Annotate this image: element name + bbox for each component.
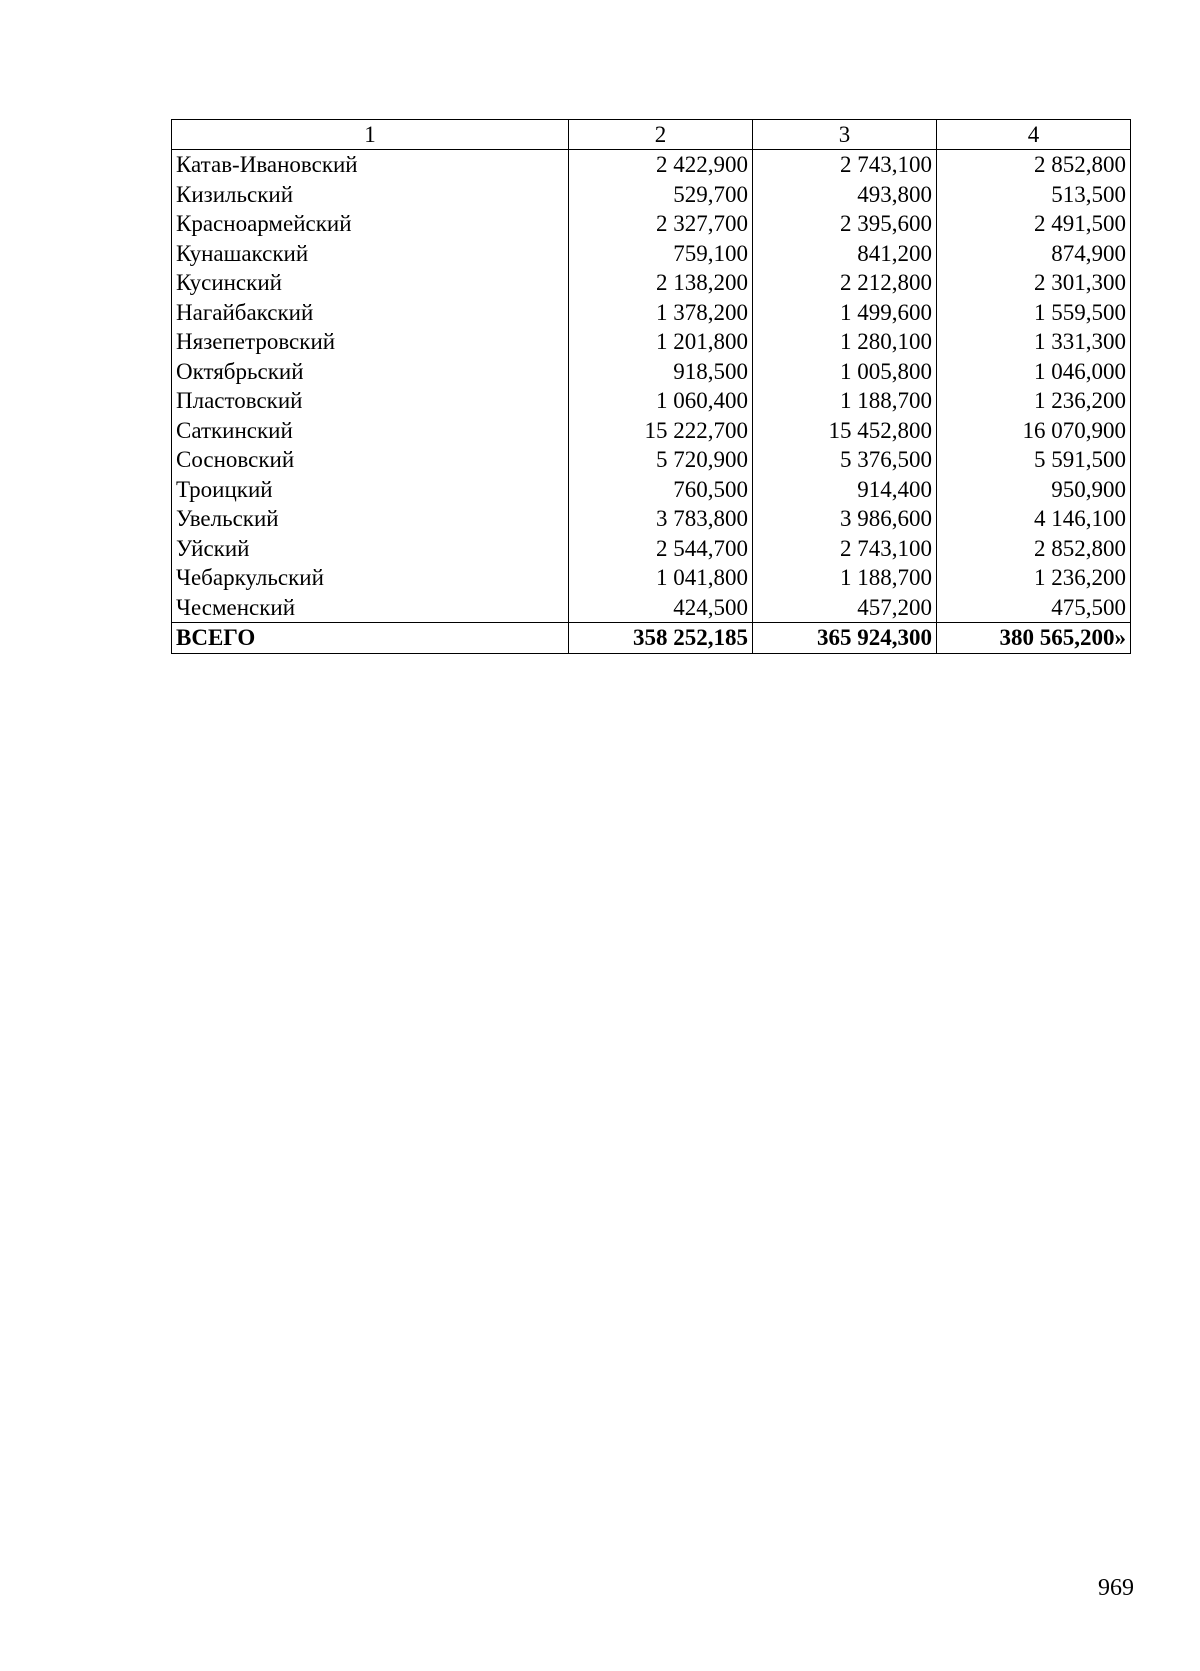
table-row [172,327,1131,357]
value-col-4: 475,500 [937,593,1131,623]
district-name: Чесменский [172,593,569,623]
value-col-4: 2 491,500 [937,209,1131,239]
value-col-2: 759,100 [569,239,753,269]
table-row [172,268,1131,298]
value-col-2: 2 138,200 [569,268,753,298]
district-name: Троицкий [172,475,569,505]
total-row [172,623,1131,654]
table-row [172,298,1131,328]
district-name: Кунашакский [172,239,569,269]
value-col-3: 2 212,800 [753,268,937,298]
value-col-4: 2 852,800 [937,534,1131,564]
value-col-2: 2 544,700 [569,534,753,564]
value-col-2: 15 222,700 [569,416,753,446]
total-col-3: 365 924,300 [753,623,937,654]
value-col-3: 1 499,600 [753,298,937,328]
table-row [172,445,1131,475]
value-col-2: 529,700 [569,180,753,210]
district-name: Красноармейский [172,209,569,239]
value-col-2: 2 422,900 [569,150,753,180]
value-col-2: 2 327,700 [569,209,753,239]
table-row [172,357,1131,387]
table-row [172,180,1131,210]
value-col-3: 841,200 [753,239,937,269]
value-col-4: 1 236,200 [937,563,1131,593]
table-body [172,150,1131,623]
value-col-2: 918,500 [569,357,753,387]
district-name: Саткинский [172,416,569,446]
district-name: Кизильский [172,180,569,210]
value-col-2: 1 378,200 [569,298,753,328]
value-col-3: 15 452,800 [753,416,937,446]
value-col-2: 760,500 [569,475,753,505]
value-col-4: 513,500 [937,180,1131,210]
total-col-4: 380 565,200» [937,623,1131,654]
value-col-2: 1 201,800 [569,327,753,357]
table-row [172,416,1131,446]
value-col-2: 1 041,800 [569,563,753,593]
value-col-3: 457,200 [753,593,937,623]
value-col-2: 3 783,800 [569,504,753,534]
value-col-2: 1 060,400 [569,386,753,416]
table-row [172,563,1131,593]
district-name: Нязепетровский [172,327,569,357]
total-label: ВСЕГО [172,623,569,654]
district-name: Уйский [172,534,569,564]
value-col-4: 1 236,200 [937,386,1131,416]
value-col-3: 914,400 [753,475,937,505]
header-col-2: 2 [569,120,753,150]
value-col-4: 1 559,500 [937,298,1131,328]
value-col-3: 1 188,700 [753,563,937,593]
budget-table [171,119,1131,654]
district-name: Пластовский [172,386,569,416]
district-name: Увельский [172,504,569,534]
table-row [172,386,1131,416]
district-name: Кусинский [172,268,569,298]
table-row [172,504,1131,534]
district-name: Катав-Ивановский [172,150,569,180]
district-name: Нагайбакский [172,298,569,328]
value-col-2: 424,500 [569,593,753,623]
value-col-3: 5 376,500 [753,445,937,475]
page-number: 969 [1098,1575,1134,1601]
table-row [172,475,1131,505]
table-row [172,593,1131,623]
header-col-1: 1 [172,120,569,150]
header-col-3: 3 [753,120,937,150]
value-col-4: 16 070,900 [937,416,1131,446]
value-col-4: 874,900 [937,239,1131,269]
value-col-4: 1 331,300 [937,327,1131,357]
value-col-3: 1 280,100 [753,327,937,357]
table-header [172,120,1131,150]
value-col-3: 2 743,100 [753,534,937,564]
table-row [172,239,1131,269]
header-col-4: 4 [937,120,1131,150]
value-col-4: 4 146,100 [937,504,1131,534]
table-row [172,150,1131,180]
district-name: Октябрьский [172,357,569,387]
table-row [172,209,1131,239]
header-row [172,120,1131,150]
value-col-4: 2 852,800 [937,150,1131,180]
table-row [172,534,1131,564]
district-name: Чебаркульский [172,563,569,593]
value-col-2: 5 720,900 [569,445,753,475]
value-col-4: 5 591,500 [937,445,1131,475]
total-col-2: 358 252,185 [569,623,753,654]
value-col-3: 1 005,800 [753,357,937,387]
value-col-4: 1 046,000 [937,357,1131,387]
value-col-4: 950,900 [937,475,1131,505]
value-col-3: 1 188,700 [753,386,937,416]
value-col-3: 2 395,600 [753,209,937,239]
value-col-4: 2 301,300 [937,268,1131,298]
district-name: Сосновский [172,445,569,475]
value-col-3: 493,800 [753,180,937,210]
value-col-3: 3 986,600 [753,504,937,534]
value-col-3: 2 743,100 [753,150,937,180]
